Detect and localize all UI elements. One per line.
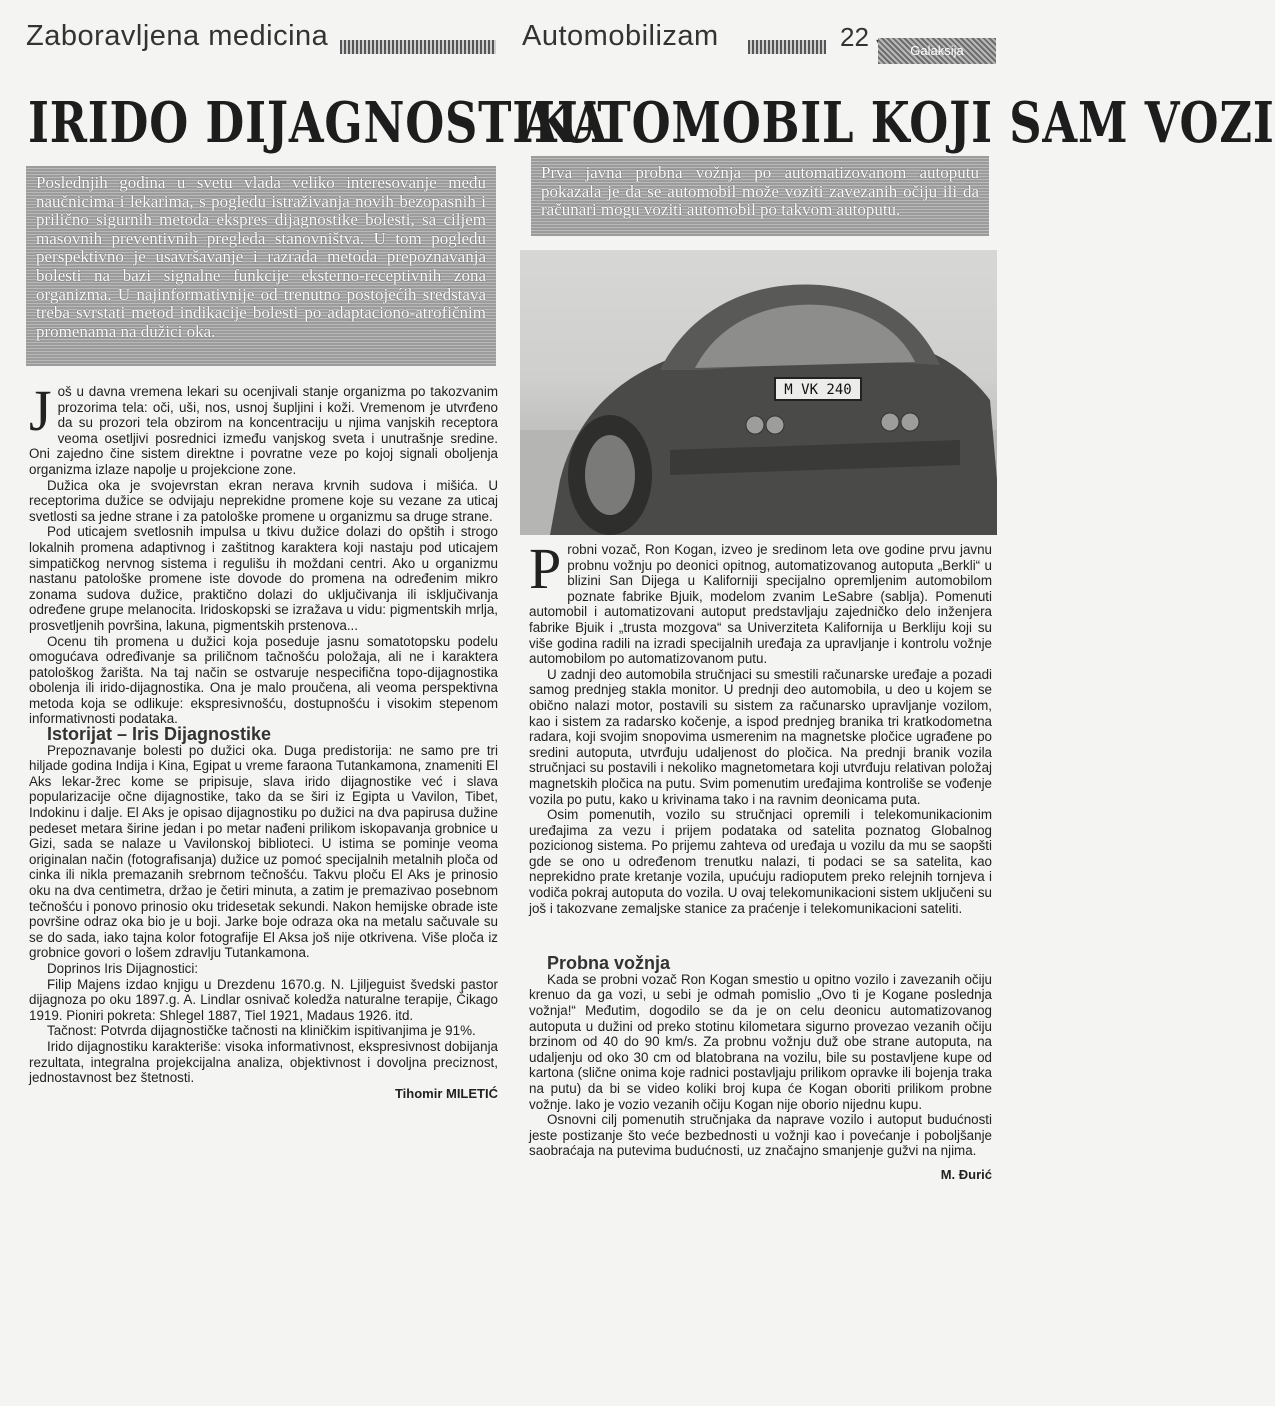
left-paragraph-2: Dužica oka je svojevrstan ekran nerava krvnih sudova i mišića. U receptorima dužice se odvijaju neprekidne promene koje su vezane za uticaj svetlosti sa jedne strane i za patološke promene u organizmu sa druge strane.	[29, 477, 498, 524]
right-paragraph-4: Kada se probni vozač Ron Kogan smestio u opitno vozilo i zavezanih očiju krenuo da ga vozi, u sebi je odmah pomislio „Ovo ti je Kogane poslednja vožnja!“ Međutim, dogodilo se da je on celu deonicu automatizovanog autoputa u dužini od preko stotinu kilometara sigurno provezao vezanih očiju brzinom od 40 do 90 km/s. Za probnu vožnju duž obe strane autoputa, na udaljenju od oko 30 cm od blatobrana na vozilu, bile su postavljene kupe od kartona (slične onima koje radnici postavljaju prilikom opravke ili bojenja traka na putu) da bi se video koliki broj kupa će Kogan oboriti prilikom probne vožnje. Iako je vozio vezanih očiju Kogan nije oborio nijednu kupu.	[529, 971, 992, 1112]
right-article-title: AUTOMOBIL KOJI SAM VOZI	[522, 90, 1275, 156]
right-paragraph-3: Osim pomenutih, vozilo su stručnjaci opremili i telekomunikacionim uređajima za vezu i prijem podataka od satelita poznatog Globalnog pozicionog sistema. Po prijemu zahteva od uređaja u vozilu da mu se saopšti gde se ono u određenom trenutku nalazi, ti podaci se sa satelita, kao neprekidno prate kretanje vozila, upućuju radioputem preko relejnih tornjeva i vodiča pokraj autoputa do vozila. U ovaj telekomunikacioni sistem uključeni su još i takozvane zemaljske stanice za praćenje i telekomunikacioni sateliti.	[529, 807, 992, 916]
page-number	[840, 22, 882, 53]
left-paragraph-1: oš u davna vremena lekari su ocenjivali stanje organizma po takozvanim prozorima tela: oči, uši, nos, usnoj šupljini i koži. Vremenom je utvrđeno da su prozori tela obzirom na koncentraciju u njima vanjskih receptora veoma osetljivi posrednici između vanjskog sveta i unutrašnje sredine. Oni zajedno čine sistem direktne i povratne veze po kojoj signali oboljenja organizma izlaze napolje u projekcione zone.	[29, 384, 498, 477]
section-header-right: Automobilizam	[522, 20, 719, 52]
page-number-text: 22	[840, 22, 869, 52]
left-paragraph-6: Doprinos Iris Dijagnostici:	[47, 960, 199, 976]
left-paragraph-8: Tačnost: Potvrda dijagnostičke tačnosti na kliničkim ispitivanjima je 91%.	[47, 1023, 476, 1039]
left-article-title: IRIDO DIJAGNOSTIKA	[28, 90, 608, 156]
left-subheading: Istorijat – Iris Dijagnostike	[47, 724, 272, 745]
left-paragraph-5: Prepoznavanje bolesti po dužici oka. Duga predistorija: ne samo pre tri hiljade godina Indija i Kina, Egipat u vreme faraona Tutankamona, znameniti El Aks lekar-žrec kome se pripisuje, slava irido dijagnostike već i slava popularizacije očne dijagnostike, tako da se širi iz Egipta u Vavilon, Tibet, Indokinu i dalje. El Aks je opisao dijagnostiku po dužici na dva papirusa dužine pedeset metara širine jedan i po metar nađeni prilikom iskopavanja grobnice u Gizi, sada se nalaze u Vavilonskoj biblioteci. U istima se pominje veoma originalan način (fotografisanja) dužice uz pomoć specijalnih metalnih ploča od cinka ili nikla premazanih srebrnom tečnošću. Takvu ploču El Aks je prinosio oku na dva centimetra, držao je četiri minuta, a zatim je premazivao posebnom tečnošću i ponovo prinosio oku tridesetak sekundi. Nakon hemijske obrade iste površine odraz oka bio je u boji. Jarke boje odraza oka na metalu sačuvale su se do sada, iako tajna kolor fotografije El Aksa još nije otkrivena. Više ploča iz grobnice govori o lošem zdravlju Tutankamona.	[29, 742, 498, 961]
car-illustration	[520, 250, 997, 535]
right-paragraph-1: robni vozač, Ron Kogan, izveo je sredinom leta ove godine prvu javnu probnu vožnju po deonici opitnog, automatizovanog autoputa „Berkli“ u blizini San Dijega u Kaliforniji specijalno opremljenim automobilom poznate fabrike Bjuik, modelom zvanim LeSabre (sablja). Pomenuti automobil i automatizovani autoput predstavljaju zajedničko delo inženjera fabrike Bjuik i „trusta mozgova“ sa Univerziteta Kalifornija u Berkliju koji su više godina radili na izradi specijalnih uređaja za upravljanje i kontrolu vožnje automobilom po automatizovanom putu.	[529, 542, 992, 667]
left-article-body	[29, 378, 498, 1101]
right-subheading: Probna vožnja	[547, 953, 671, 974]
right-paragraph-2: U zadnji deo automobila stručnjaci su smestili računarske uređaje a pozadi samog prednjeg stakla monitor. U prednji deo automobila, u deo u kojem se obično nalazi motor, postavili su sistem za računarsko upravljanje vozilom, kao i sistem za radarsko kočenje, a ispod prednjeg branika tri kratkodometna radara, koji svojim snopovima usmerenim na magnetske pločice ugrađene po sredini autoputa, utvrđuju udaljenost do pločica. Na prednji branik vozila stručnjaci su postavili i nekoliko magnetometara koji utvrđuju relativan položaj magnetskih pločica na putu. Svim pomenutim uređajima kontroliše se vođenje vozila po putu, kako u krivinama tako i na ravnim deonicama puta.	[529, 666, 992, 807]
right-drop-cap: P	[529, 536, 562, 601]
right-paragraph-5: Osnovni cilj pomenutih stručnjaka da naprave vozilo i autoput budućnosti jeste postizanje što veće bezbednosti u vožnji kao i povećanje i poboljšanje saobraćaja na putevima budućnosti, uz značajno smanjenje gužvi na njima.	[529, 1112, 992, 1159]
header-rule-right	[748, 40, 826, 54]
right-author: M. Đurić	[940, 1166, 992, 1182]
header-rule-left	[340, 40, 496, 54]
magazine-badge: Galaksija	[878, 38, 996, 64]
left-author: Tihomir MILETIĆ	[394, 1085, 498, 1101]
section-header-left: Zaboravljena medicina	[26, 20, 329, 52]
left-paragraph-7: Filip Majens izdao knjigu u Drezdenu 1670.g. N. Ljiljeguist švedski pastor dijagnoza po oku 1897.g. A. Lindlar osnivač koledža naturalne terapije, Čikago 1919. Pioniri pokreta: Shlegel 1887, Tiel 1921, Madaus 1926. itd.	[29, 976, 498, 1023]
left-drop-cap: J	[29, 378, 52, 443]
left-paragraph-3: Pod uticajem svetlosnih impulsa u tkivu dužice dolazi do opštih i strogo lokalnih promena adaptivnog i zaštitnog karaktera koji nastaju pod uticajem simpatičkog nervnog sistema i regulišu ih moždani centri. Ako u organizmu nastanu patološke promene iste dovode do promena na određenim mikro zonama sudova dužice, praktično dolazi do uključivanja ili isključivanja određene grupe melanocita. Iridoskopski se izražava u vidu: pigmentskih mrlja, prosvetljenih površina, lakuna, pigmentskih prstenova...	[29, 524, 498, 633]
license-plate-text: M VK 240	[784, 382, 852, 398]
right-article-body	[529, 536, 992, 1183]
right-article-lead: Prva javna probna vožnja po automatizovanom autoputu pokazala je da se automobil može voziti zavezanih očiju ili da računari mogu voziti automobil po takvom autoputu.	[531, 156, 989, 236]
left-paragraph-9: Irido dijagnostiku karakteriše: visoka informativnost, ekspresivnost dobijanja rezultata, integralna projekcijalna analiza, objektivnost i dovoljna preciznost, jednostavnost bez štetnosti.	[29, 1038, 498, 1086]
left-paragraph-4: Ocenu tih promena u dužici koja poseduje jasnu somatotopsku podelu omogućava određivanje sa priličnom tačnošću položaja, ali ne i karaktera patološkog žarišta. Na taj način se ostvaruje nespecifična topo-dijagnostika obolenja ili irido-dijagnostika. Ona je malo proučena, ali veoma perspektivna metoda koja se odlikuje: ekspresivnošću, dostupnošću i visokim stepenom informativnosti podataka.	[29, 633, 498, 727]
car-photo	[520, 250, 997, 535]
left-article-lead: Poslednjih godina u svetu vlada veliko interesovanje među naučnicima i lekarima, s pogledu istraživanja novih bezopasnih i prilično sigurnih metoda ekspres dijagnostike bolesti, sa ciljem masovnih preventivnih pregleda stanovništva. U tom pogledu perspektivno je usavršavanje i razrada metoda prepoznavanja bolesti na bazi signalne funkcije eksterno-receptivnih zona organizma. U najinformativnije od trenutno postojećih sredstava treba svrstati metod indikacije bolesti po adaptaciono-atrofičnim promenama na dužici oka.	[26, 166, 496, 366]
